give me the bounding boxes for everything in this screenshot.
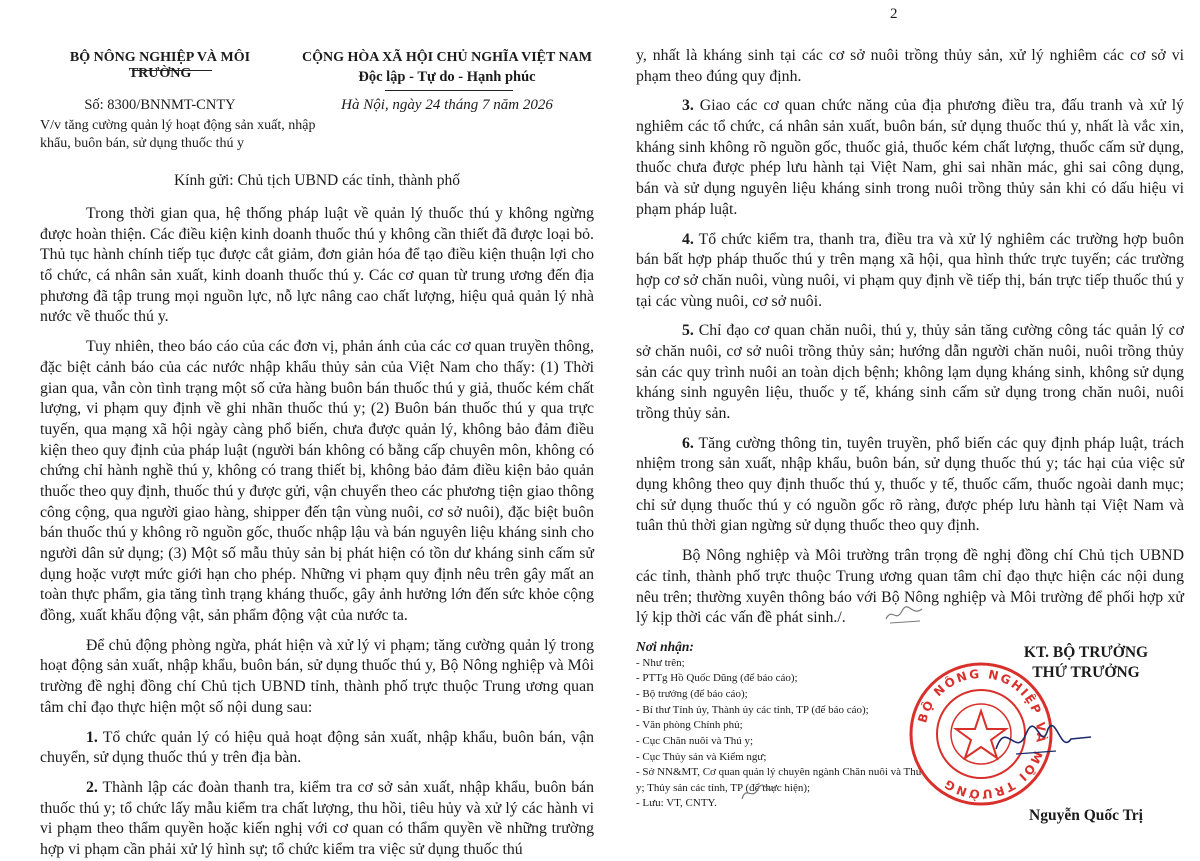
paragraph-text: Chỉ đạo cơ quan chăn nuôi, thú y, thủy sản tăng cường công tác quản lý cơ sở chăn nuôi, cơ sở nuôi trồng thủy sản; hướng dẫn người chăn nuôi, nuôi trồng thủy sản các quy trình nuôi an toàn dịch bệnh; không lạm dụng kháng sinh, không sử dụng kháng sinh nguyên liệu, thuốc y tế, kháng sinh cấm sử dụng trong chăn nuôi, nuôi trồng thủy sản. bbox=[636, 322, 1184, 422]
item-number: 6. bbox=[682, 434, 694, 452]
paragraph-text: Tổ chức quản lý có hiệu quả hoạt động sản xuất, nhập khẩu, buôn bán, vận chuyển, sử dụng thuốc thú y trên địa bàn. bbox=[40, 728, 594, 767]
item-number: 1. bbox=[86, 728, 98, 746]
item-number: 3. bbox=[682, 97, 694, 115]
paragraph-text: Giao các cơ quan chức năng của địa phương điều tra, đấu tranh và xử lý nghiêm các tổ chức, cá nhân sản xuất, buôn bán, sử dụng thuốc thú y, nhất là vắc xin, kháng sinh không rõ nguồn gốc, thuốc giả, thuốc kém chất lượng, thuốc cấm sử dụng, thuốc chưa được phép lưu hành tại Việt Nam, ghi sai nhãn mác, ghi sai công dụng, bán và sử dụng nguyên liệu kháng sinh trong nuôi trồng thủy sản khi có dấu hiệu vi phạm pháp luật. bbox=[636, 97, 1184, 218]
recipient-item: - Sở NN&MT, Cơ quan quản lý chuyên ngành Chăn nuôi và Thú y; Thủy sản các tỉnh, TP (để thực hiện); bbox=[636, 766, 922, 794]
motto-underline bbox=[385, 90, 513, 91]
item-number: 4. bbox=[682, 230, 694, 248]
recipient-item: - Bộ trưởng (để báo cáo); bbox=[636, 688, 748, 701]
body-paragraph bbox=[40, 337, 594, 627]
recipient-item: - Cục Thủy sản và Kiểm ngư; bbox=[636, 750, 767, 763]
body-paragraph bbox=[636, 46, 1184, 87]
recipient-item: - Lưu: VT, CNTY. bbox=[636, 797, 717, 810]
handwritten-signature-icon bbox=[986, 709, 1096, 769]
body-paragraph bbox=[636, 230, 1184, 313]
document-date: Hà Nội, ngày 24 tháng 7 năm 2026 bbox=[341, 97, 553, 113]
paragraph-text: Để chủ động phòng ngừa, phát hiện và xử lý vi phạm; tăng cường quản lý trong hoạt động sản xuất, nhập khẩu, buôn bán, sử dụng thuốc thú y, Bộ Nông nghiệp và Môi trường đề nghị đồng chí Chủ tịch UBND tỉnh, thành phố trực thuộc Trung ương quan tâm chỉ đạo thực hiện một số nội dung sau: bbox=[40, 636, 594, 716]
left-body bbox=[40, 204, 594, 861]
initials-mark-icon bbox=[884, 599, 924, 627]
body-paragraph bbox=[40, 778, 594, 861]
svg-text:BỘ NÔNG NGHIỆP VÀ MÔI TRƯỜNG: BỘ NÔNG NGHIỆP VÀ MÔI TRƯỜNG bbox=[915, 666, 1049, 802]
letter-header bbox=[40, 0, 594, 160]
document-subject: V/v tăng cường quản lý hoạt động sản xuất, nhập khẩu, buôn bán, sử dụng thuốc thú y bbox=[40, 118, 316, 152]
paragraph-text: Bộ Nông nghiệp và Môi trường trân trọng đề nghị đồng chí Chủ tịch UBND các tỉnh, thành phố trực thuộc Trung ương quan tâm chỉ đạo thực hiện các nội dung nêu trên; thường xuyên thông báo với Bộ Nông nghiệp và Môi trường để phối hợp xử lý kịp thời các vấn đề phát sinh./. bbox=[636, 547, 1184, 627]
document-number: Số: 8300/BNNMT-CNTY bbox=[84, 97, 236, 113]
signatory-title-line1: KT. BỘ TRƯỞNG bbox=[1023, 643, 1149, 661]
national-title: CỘNG HÒA XÃ HỘI CHỦ NGHĨA VIỆT NAM bbox=[301, 50, 592, 65]
addressee-line: Kính gửi: Chủ tịch UBND các tỉnh, thành phố bbox=[173, 172, 461, 189]
national-motto: Độc lập - Tự do - Hạnh phúc bbox=[358, 69, 536, 85]
recipients-list bbox=[636, 656, 926, 812]
page-number: 2 bbox=[890, 6, 898, 22]
body-paragraph bbox=[40, 204, 594, 328]
body-paragraph bbox=[636, 96, 1184, 220]
paragraph-text: y, nhất là kháng sinh tại các cơ sở nuôi trồng thủy sản, xử lý nghiêm các cơ sở vi phạm theo đúng quy định. bbox=[636, 47, 1184, 85]
recipient-item: - Cục Chăn nuôi và Thú y; bbox=[636, 734, 754, 747]
paragraph-text: Tổ chức kiểm tra, thanh tra, điều tra và xử lý nghiêm các trường hợp buôn bán bất hợp pháp thuốc thú y trên mạng xã hội, qua hình thức trực tuyến; các trường hợp cơ sở chăn nuôi, vùng nuôi, vi phạm quy định về tiếp thị, bán trực tiếp thuốc thú y tại các vùng nuôi, cơ sở nuôi. bbox=[636, 230, 1184, 310]
signatory-name: Nguyễn Quốc Trị bbox=[1029, 806, 1143, 824]
recipient-item: - Như trên; bbox=[636, 656, 685, 669]
item-number: 2. bbox=[86, 778, 98, 796]
signatory-title bbox=[986, 643, 1186, 684]
recipient-item: - Bí thư Tỉnh ủy, Thành ủy các tỉnh, TP (để báo cáo); bbox=[636, 703, 869, 716]
page-right bbox=[612, 0, 1200, 848]
body-paragraph bbox=[40, 636, 594, 719]
issuing-organization: BỘ NÔNG NGHIỆP VÀ MÔI TRƯỜNG bbox=[69, 50, 251, 81]
body-paragraph bbox=[636, 434, 1184, 537]
recipient-item: - PTTg Hồ Quốc Dũng (để báo cáo); bbox=[636, 672, 798, 685]
recipients-title: Nơi nhận: bbox=[636, 638, 694, 654]
item-number: 5. bbox=[682, 322, 694, 340]
initials-mark-icon bbox=[738, 781, 778, 805]
paragraph-text: Tuy nhiên, theo báo cáo của các đơn vị, phản ánh của các cơ quan truyền thông, đặc biệt cảnh báo của các nước nhập khẩu thủy sản của Việt Nam cho thấy: (1) Thời gian qua, vẫn còn tình trạng một số cửa hàng buôn bán thuốc thú y giả, thuốc kém chất lượng, vi phạm quy định về ghi nhãn thuốc thú y; (2) Buôn bán thuốc thú y qua trực tuyến, qua mạng xã hội ngày càng phổ biến, chưa được quản lý, không bảo đảm điều kiện theo quy định của pháp luật (người bán không có bằng cấp chuyên môn, không có chứng chỉ hành nghề thú y, không có trang thiết bị, không bảo đảm điều kiện bảo quản thuốc theo quy định, thuốc thú y được gửi, vận chuyển theo các phương tiện giao thông công cộng, qua người giao hàng, shipper đến tận vùng nuôi, cơ sở nuôi), đặc biệt buôn bán thuốc thú y không rõ nguồn gốc, thuốc nhập lậu và bán nguyên liệu kháng sinh cho người dân sử dụng; (3) Một số mẫu thủy sản bị phát hiện có tồn dư kháng sinh cấm sử dụng hoặc vượt mức giới hạn cho phép. Những vi phạm quy định nêu trên gây mất an toàn thực phẩm, gia tăng tình trạng kháng thuốc, gây ảnh hưởng lớn đến sức khỏe cộng đồng, xuất khẩu động vật, sản phẩm động vật của nước ta. bbox=[40, 338, 594, 625]
paragraph-text: Thành lập các đoàn thanh tra, kiểm tra cơ sở sản xuất, nhập khẩu, buôn bán thuốc thú y; tổ chức lấy mẫu kiểm tra chất lượng, thu hồi, tiêu hủy và xử lý các hành vi vi phạm theo thẩm quyền hoặc kiến nghị với cơ quan có thẩm quyền về những trường hợp vi phạm cần phải xử lý hình sự; tổ chức kiểm tra việc sử dụng thuốc thú bbox=[40, 778, 594, 858]
signatory-title-line2: THỨ TRƯỞNG bbox=[1032, 664, 1140, 682]
body-paragraph bbox=[636, 321, 1184, 424]
organization-underline bbox=[132, 70, 212, 71]
right-body bbox=[636, 46, 1184, 629]
paragraph-text: Tăng cường thông tin, tuyên truyền, phổ biến các quy định pháp luật, trách nhiệm trong sản xuất, nhập khẩu, buôn bán, sử dụng thuốc thú y; tác hại của việc sử dụng không theo quy định thuốc thú y, thuốc y tế, thuốc cấm, thuốc ngoài danh mục; chỉ sử dụng thuốc thú y có nguồn gốc rõ ràng, được phép lưu hành tại Việt Nam và tuân thủ thời gian ngừng sử dụng thuốc theo quy định. bbox=[636, 434, 1184, 535]
paragraph-text: Trong thời gian qua, hệ thống pháp luật về quản lý thuốc thú y không ngừng được hoàn thiện. Các điều kiện kinh doanh thuốc thú y không cần thiết đã được loại bỏ. Thủ tục hành chính tiếp tục được cắt giảm, đơn giản hóa để tạo điều kiện thuận lợi cho tổ chức, cá nhân sản xuất, kinh doanh thuốc thú y. Các cơ quan từ trung ương đến địa phương đã tập trung mọi nguồn lực, nỗ lực nâng cao chất lượng, hiệu quả quản lý nhà nước về thuốc thú y. bbox=[40, 205, 594, 326]
signature-block bbox=[636, 639, 1184, 859]
recipient-item: - Văn phòng Chính phủ; bbox=[636, 719, 743, 732]
body-paragraph bbox=[40, 728, 594, 769]
